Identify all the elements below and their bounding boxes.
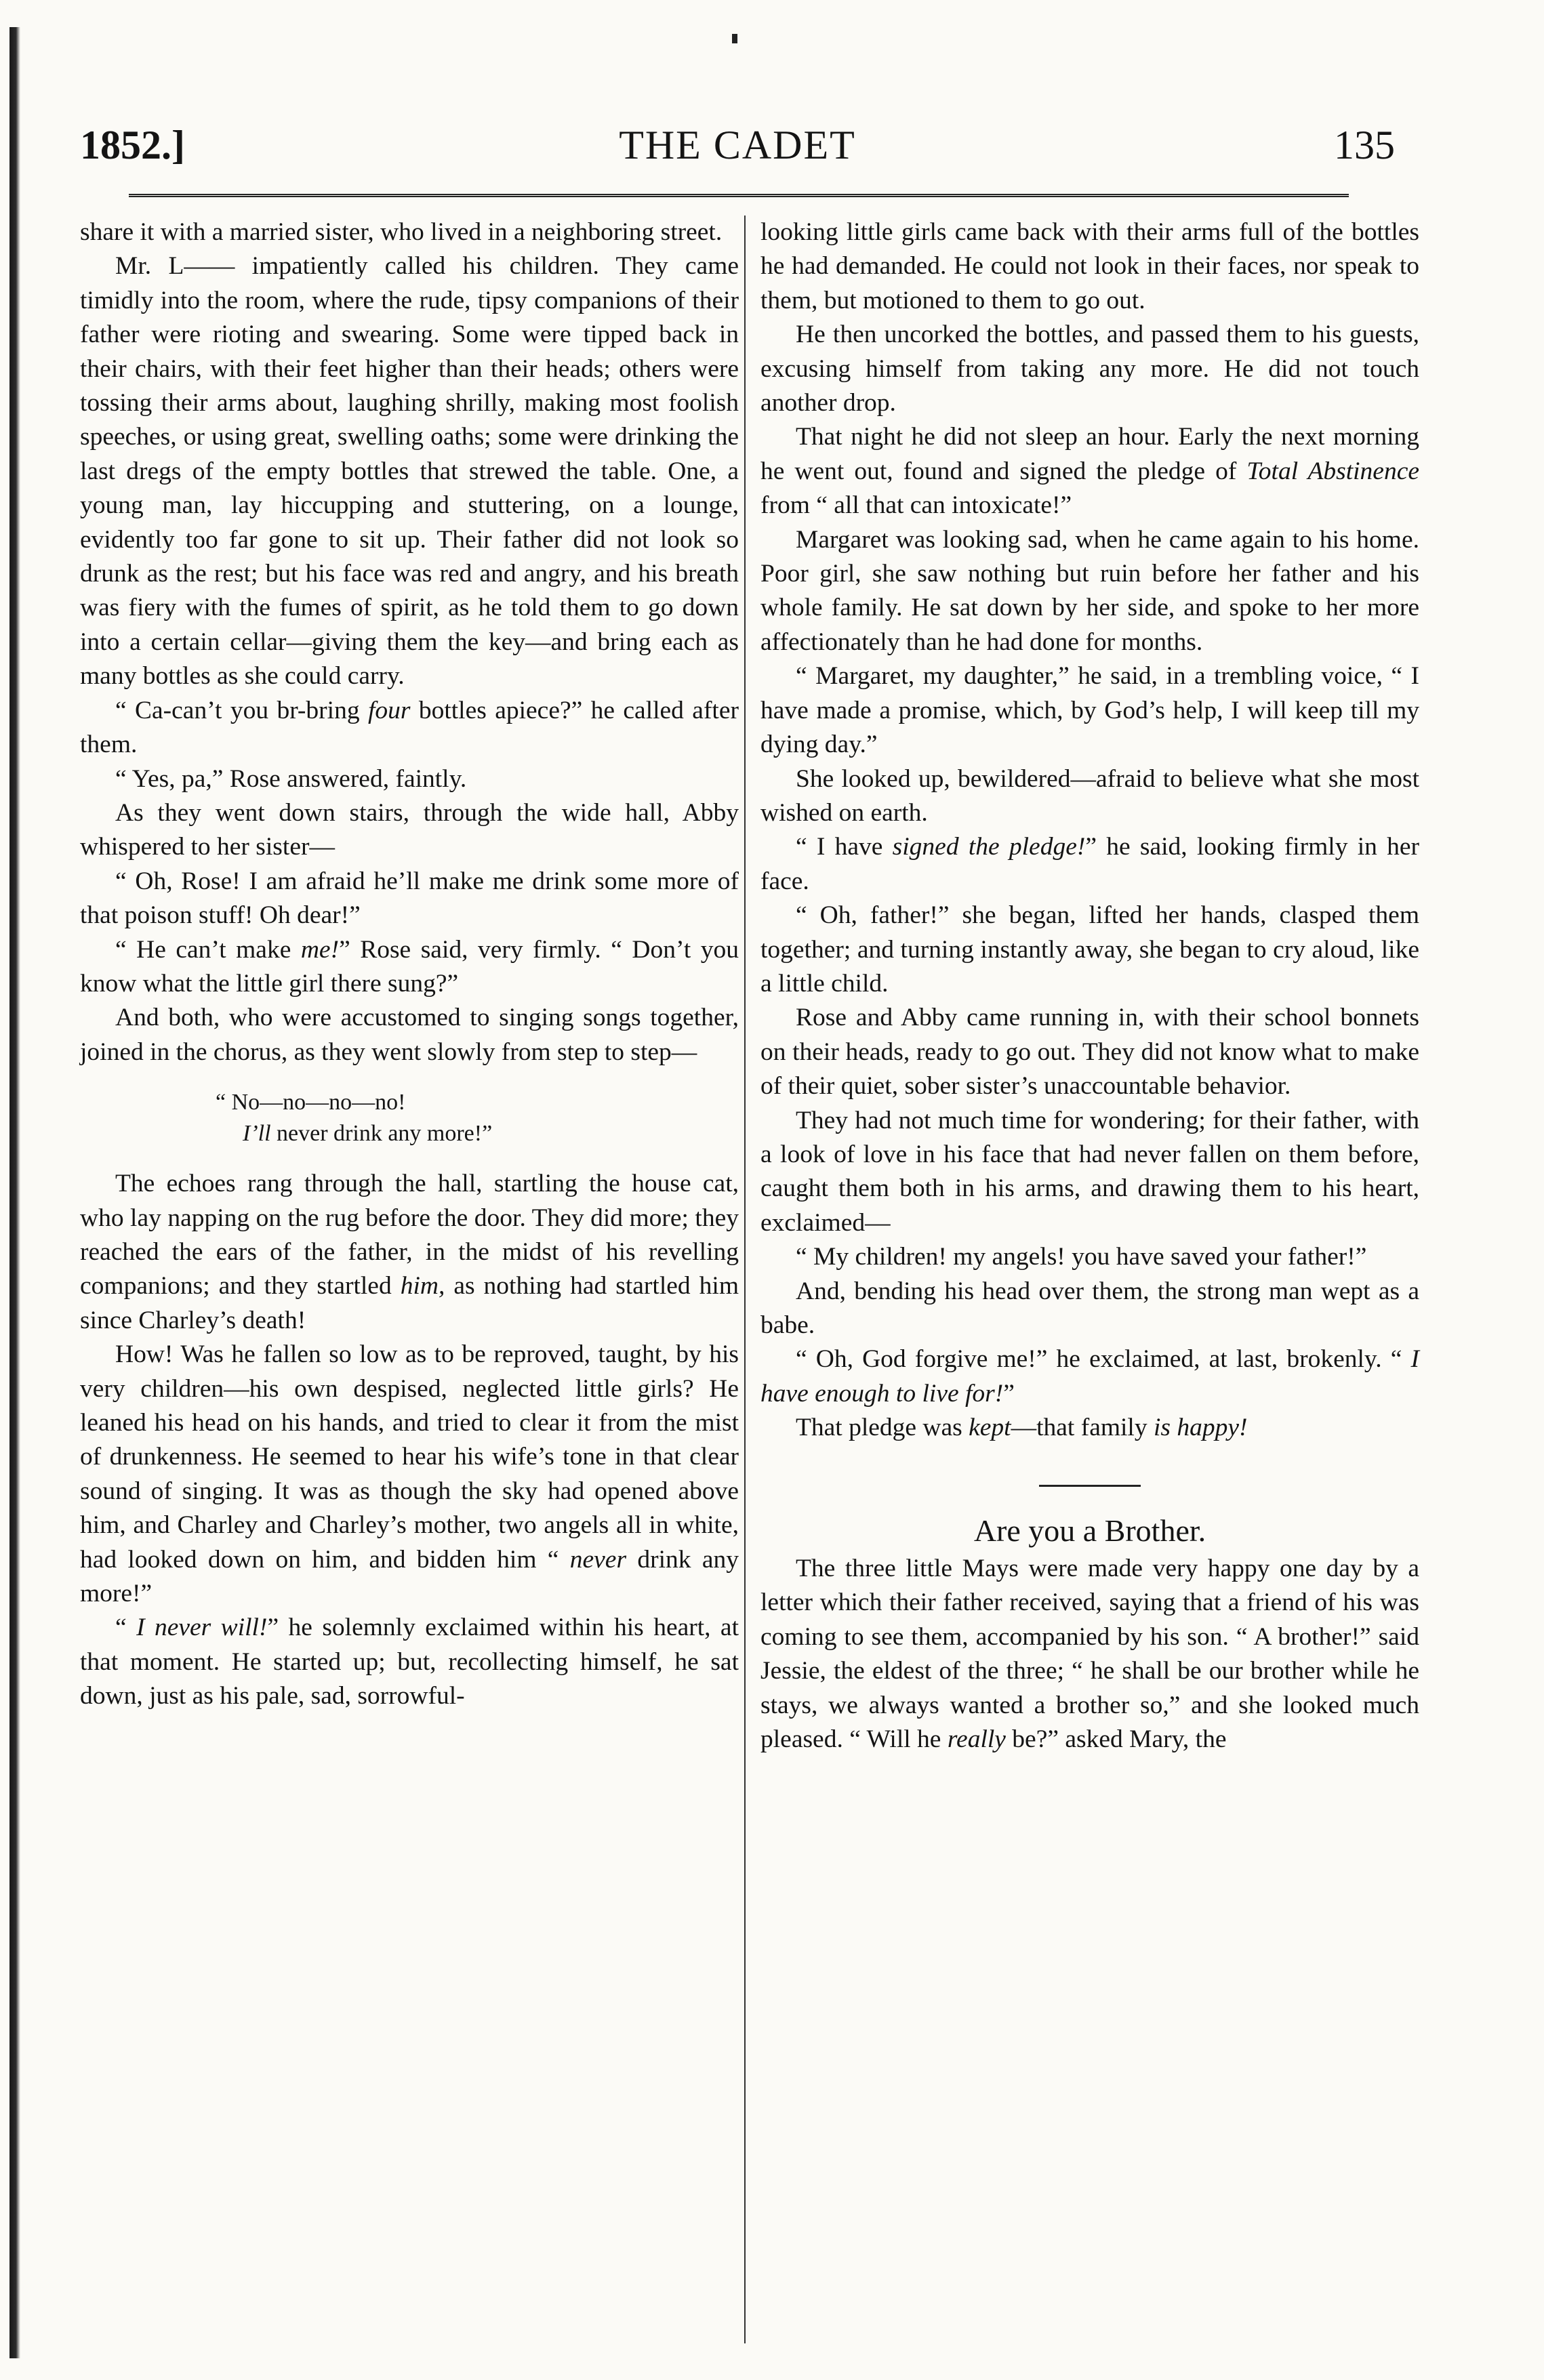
paragraph: “ Oh, father!” she began, lifted her hands, clasped them together; and turning instantly away, she began to cry aloud, like a little child. — [760, 901, 1419, 998]
paragraph: “ Oh, God forgive me!” he exclaimed, at last, brokenly. “ I have enough to live for!” — [760, 1345, 1419, 1408]
paragraph: As they went down stairs, through the wide hall, Abby whispered to her sister— — [80, 798, 739, 861]
paragraph: And both, who were accustomed to singing songs together, joined in the chorus, as they went slowly from step to step— — [80, 1004, 739, 1066]
paragraph: She looked up, bewildered—afraid to believe what she most wished on earth. — [760, 764, 1419, 827]
left-column — [80, 216, 739, 1714]
paragraph: “ Ca-can’t you br-bring four bottles apiece?” he called after them. — [80, 696, 739, 759]
print-mark — [732, 34, 737, 43]
paragraph: “ I never will!” he solemnly exclaimed within his heart, at that moment. He started up; but, recollecting himself, he sat down, just as his pale, sad, sorrowful- — [80, 1614, 739, 1710]
header-year: 1852.] — [80, 123, 185, 167]
page-binding-edge — [9, 27, 20, 2358]
header-rule — [129, 194, 1349, 197]
paragraph: Mr. L—— impatiently called his children. They came timidly into the room, where the rude, tipsy companions of their father were rioting and swearing. Some were tipped back in their chairs, with their feet higher than their heads; others were tossing their arms about, laughing shrilly, making most foolish speeches, or using great, swelling oaths; some were drinking the last dregs of the empty bottles that strewed the table. One, a young man, lay hiccupping and stuttering, on a lounge, evidently too far gone to sit up. Their father did not look so drunk as the rest; but his face was red and angry, and his breath was fiery with the fumes of spirit, as he told them to go down into a certain cellar—giving them the key—and bring each as many bottles as she could carry. — [80, 252, 739, 691]
paragraph: How! Was he fallen so low as to be reproved, taught, by his very children—his own despised, neglected little girls? He leaned his head on his hands, and tried to clear it from the mist of drunkenness. He seemed to hear his wife’s tone in that clear sound of singing. It was as though the sky had opened above him, and Charley and Charley’s mother, two angels all in white, had looked down on him, and bidden him “ never drink any more!” — [80, 1340, 739, 1608]
paragraph: That pledge was kept—that family is happy! — [796, 1414, 1248, 1442]
paragraph: “ Margaret, my daughter,” he said, in a trembling voice, “ I have made a promise, which, by God’s help, I will keep till my dying day.” — [760, 662, 1419, 759]
right-column — [760, 216, 1419, 1757]
header-title: THE CADET — [619, 123, 856, 167]
paragraph: Margaret was looking sad, when he came again to his home. Poor girl, she saw nothing but ruin before her father and his whole family. He sat down by her side, and spoke to her more affectionately than he had done for months. — [760, 525, 1419, 656]
paragraph: “ Oh, Rose! I am afraid he’ll make me drink some more of that poison stuff! Oh dear!” — [80, 867, 739, 930]
paragraph: Rose and Abby came running in, with their school bonnets on their heads, ready to go out. They did not know what to make of their quiet, sober sister’s unaccountable behavior. — [760, 1004, 1419, 1101]
paragraph: “ He can’t make me!” Rose said, very firmly. “ Don’t you know what the little girl there sung?” — [80, 935, 739, 998]
song-verse — [80, 1087, 739, 1149]
paragraph: They had not much time for wondering; for their father, with a look of love in his face that had never fallen on them before, caught them both in his arms, and drawing them to his heart, exclaimed— — [760, 1106, 1419, 1237]
paragraph: “ My children! my angels! you have saved your father!” — [796, 1243, 1367, 1271]
paragraph: And, bending his head over them, the strong man wept as a babe. — [760, 1277, 1419, 1339]
column-divider — [744, 216, 746, 2343]
page-number: 135 — [1334, 123, 1395, 167]
paragraph: The three little Mays were made very happy one day by a letter which their father received, saying that a friend of his was coming to see them, accompanied by his son. “ A brother!” said Jessie, the eldest of the three; “ he shall be our brother while he stays, we always wanted a brother so,” and she looked much pleased. “ Will he really be?” asked Mary, the — [760, 1555, 1419, 1754]
paragraph: He then uncorked the bottles, and passed them to his guests, excusing himself from taking any more. He did not touch another drop. — [760, 321, 1419, 417]
paragraph: The echoes rang through the hall, startling the house cat, who lay napping on the rug before the door. They did more; they reached the ears of the father, in the midst of his revelling companions; and they startled him, as nothing had startled him since Charley’s death! — [80, 1170, 739, 1334]
running-header — [80, 122, 1395, 179]
verse-line: “ No—no—no—no! — [216, 1090, 406, 1115]
verse-line: I’ll never drink any more!” — [243, 1121, 493, 1147]
article-heading: Are you a Brother. — [973, 1513, 1206, 1548]
paragraph: That night he did not sleep an hour. Early the next morning he went out, found and signed the pledge of Total Abstinence from “ all that can intoxicate!” — [760, 423, 1419, 520]
section-separator — [1039, 1485, 1141, 1487]
paragraph: “ I have signed the pledge!” he said, looking firmly in her face. — [760, 833, 1419, 895]
paragraph: looking little girls came back with their arms full of the bottles he had demanded. He could not look in their faces, nor speak to them, but motioned to them to go out. — [760, 218, 1419, 314]
paragraph: share it with a married sister, who lived in a neighboring street. — [80, 218, 723, 246]
paragraph: “ Yes, pa,” Rose answered, faintly. — [115, 764, 467, 793]
